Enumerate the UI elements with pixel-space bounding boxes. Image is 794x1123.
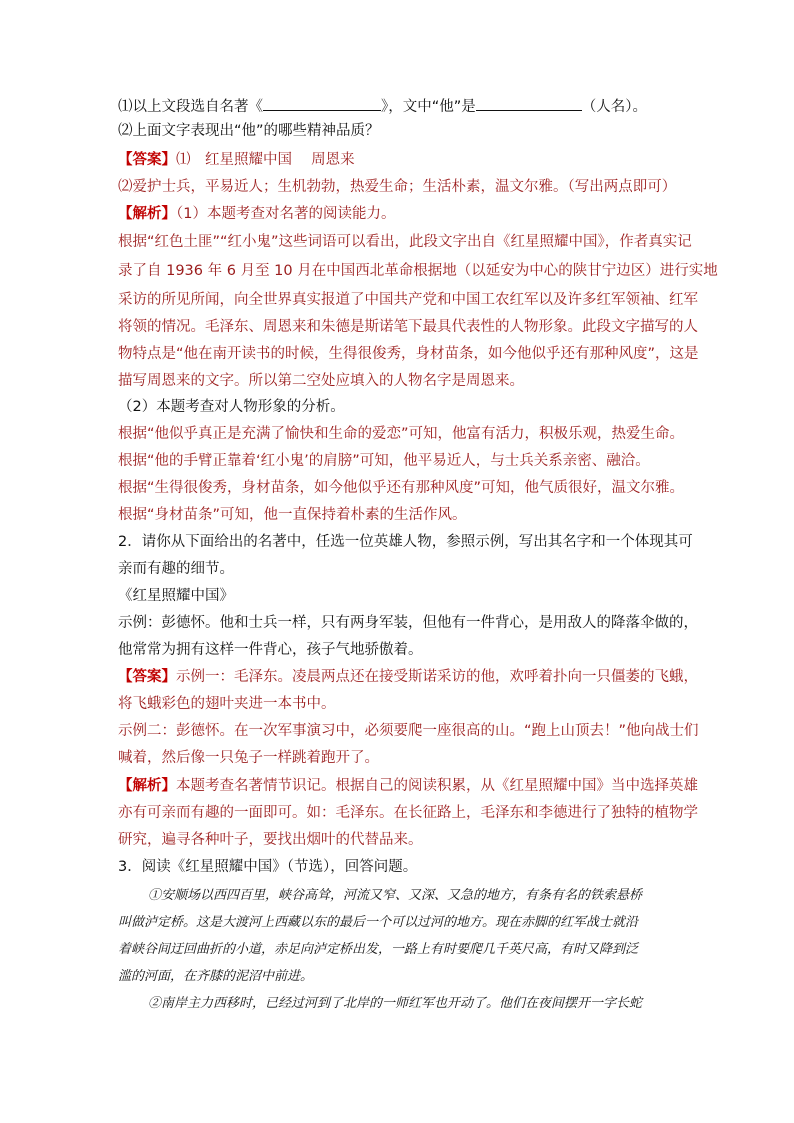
q2-answer-line-1 (118, 667, 698, 687)
analysis-tag: 【解析】 (118, 778, 176, 794)
q1-question-2: ⑵上面文字表现出“他”的哪些精神品质？ (118, 123, 380, 139)
analysis-line: 采访的所见所闻，向全世界真实报道了中国共产党和中国工农红军以及许多红军领袖、红军 (118, 292, 698, 308)
q2-example-line: 他常常为拥有这样一件背心，孩子气地骄傲着。 (118, 642, 423, 658)
q1-answer-line-1 (118, 150, 355, 170)
q1-text-part-b: 》，文中“他”是 (381, 99, 476, 115)
q3-passage-line: ①安顺场以西四百里，峡谷高耸，河流又窄、又深、又急的地方，有条有名的铁索悬桥 (148, 888, 643, 903)
analysis-tag: 【解析】 (118, 206, 176, 222)
analysis-line: 录了自 1936 年 6 月至 10 月在中国西北革命根据地（以延安为中心的陕甘宁边区）进行实地 (118, 263, 718, 279)
answer-tag: 【答案】 (118, 152, 176, 168)
analysis-line: 根据“他似乎真正是充满了愉快和生命的爱恋”可知，他富有活力，积极乐观，热爱生命。 (118, 426, 685, 442)
q2-answer-line: 示例二：彭德怀。在一次军事演习中，必须要爬一座很高的山。“跑上山顶去！”他向战士们 (118, 723, 699, 739)
q2-example-line: 示例：彭德怀。他和士兵一样，只有两身军装，但他有一件背心，是用敌人的降落伞做的， (118, 615, 698, 631)
q2-analysis-line: 研究，遍寻各种叶子，要找出烟叶的代替品来。 (118, 832, 423, 848)
q3-passage-line: 着峡谷间迂回曲折的小道，赤足向泸定桥出发，一路上有时要爬几千英尺高，有时又降到泛 (118, 942, 639, 957)
analysis-line: 根据“红色土匪”“红小鬼”这些词语可以看出，此段文字出自《红星照耀中国》，作者真实记 (118, 234, 692, 250)
q2-answer-line: 将飞蛾彩色的翅叶夹进一本书中。 (118, 696, 336, 712)
q1-text-part-c: （人名）。 (581, 99, 648, 115)
analysis-line: 根据“身材苗条”可知，他一直保持着朴素的生活作风。 (118, 507, 467, 523)
q2-book-title: 《红星照耀中国》 (118, 588, 234, 604)
q1-text-part-a: ⑴以上文段选自名著《 (118, 99, 263, 115)
q2-stem-line: 2．请你从下面给出的名著中，任选一位英雄人物，参照示例，写出其名字和一个体现其可 (118, 534, 693, 550)
q1-fill-in-line (118, 96, 647, 117)
analysis-line: 将领的情况。毛泽东、周恩来和朱德是斯诺笔下最具代表性的人物形象。此段文字描写的人 (118, 319, 698, 335)
answer-text: 示例一：毛泽东。凌晨两点还在接受斯诺采访的他，欢呼着扑向一只僵萎的飞蛾， (176, 669, 698, 685)
analysis-line: （2）本题考查对人物形象的分析。 (118, 399, 345, 415)
analysis-line: 描写周恩来的文字。所以第二空处应填入的人物名字是周恩来。 (118, 373, 524, 389)
analysis-line: 根据“他的手臂正靠着‘红小鬼’的肩膀”可知，他平易近人，与士兵关系亲密、融洽。 (118, 453, 650, 469)
q3-passage-line: 叫做泸定桥。这是大渡河上西藏以东的最后一个可以过河的地方。现在赤脚的红军战士就沿 (118, 915, 639, 930)
q3-passage-line: 滥的河面，在齐膝的泥沼中前进。 (118, 969, 314, 984)
q2-answer-line: 喊着，然后像一只兔子一样跳着跑开了。 (118, 750, 379, 766)
book-title-blank (263, 96, 381, 111)
person-name-blank (476, 96, 582, 111)
analysis-line: 物特点是“他在南开读书的时候，生得很俊秀，身材苗条，如今他似乎还有那种风度”，这是 (118, 346, 699, 362)
q2-stem-line: 亲而有趣的细节。 (118, 561, 234, 577)
q1-answer-line-2: ⑵爱护士兵，平易近人；生机勃勃，热爱生命；生活朴素，温文尔雅。（写出两点即可） (118, 179, 677, 195)
q2-analysis-line-1 (118, 776, 698, 796)
answer-tag: 【答案】 (118, 669, 176, 685)
q3-stem: 3．阅读《红星照耀中国》（节选），回答问题。 (118, 859, 418, 875)
q2-analysis-line: 亦有可亲而有趣的一面即可。如：毛泽东。在长征路上，毛泽东和李德进行了独特的植物学 (118, 805, 698, 821)
analysis-text: 本题考查名著情节识记。根据自己的阅读积累，从《红星照耀中国》当中选择英雄 (176, 778, 698, 794)
q3-passage-line: ②南岸主力西移时，已经过河到了北岸的一师红军也开动了。他们在夜间摆开一字长蛇 (148, 996, 643, 1011)
analysis-text: （1）本题考查对名著的阅读能力。 (176, 206, 396, 222)
answer-text: ⑴ 红星照耀中国 周恩来 (176, 152, 355, 168)
q1-analysis-head (118, 204, 395, 224)
analysis-line: 根据“生得很俊秀，身材苗条，如今他似乎还有那种风度”可知，他气质很好，温文尔雅。 (118, 480, 685, 496)
